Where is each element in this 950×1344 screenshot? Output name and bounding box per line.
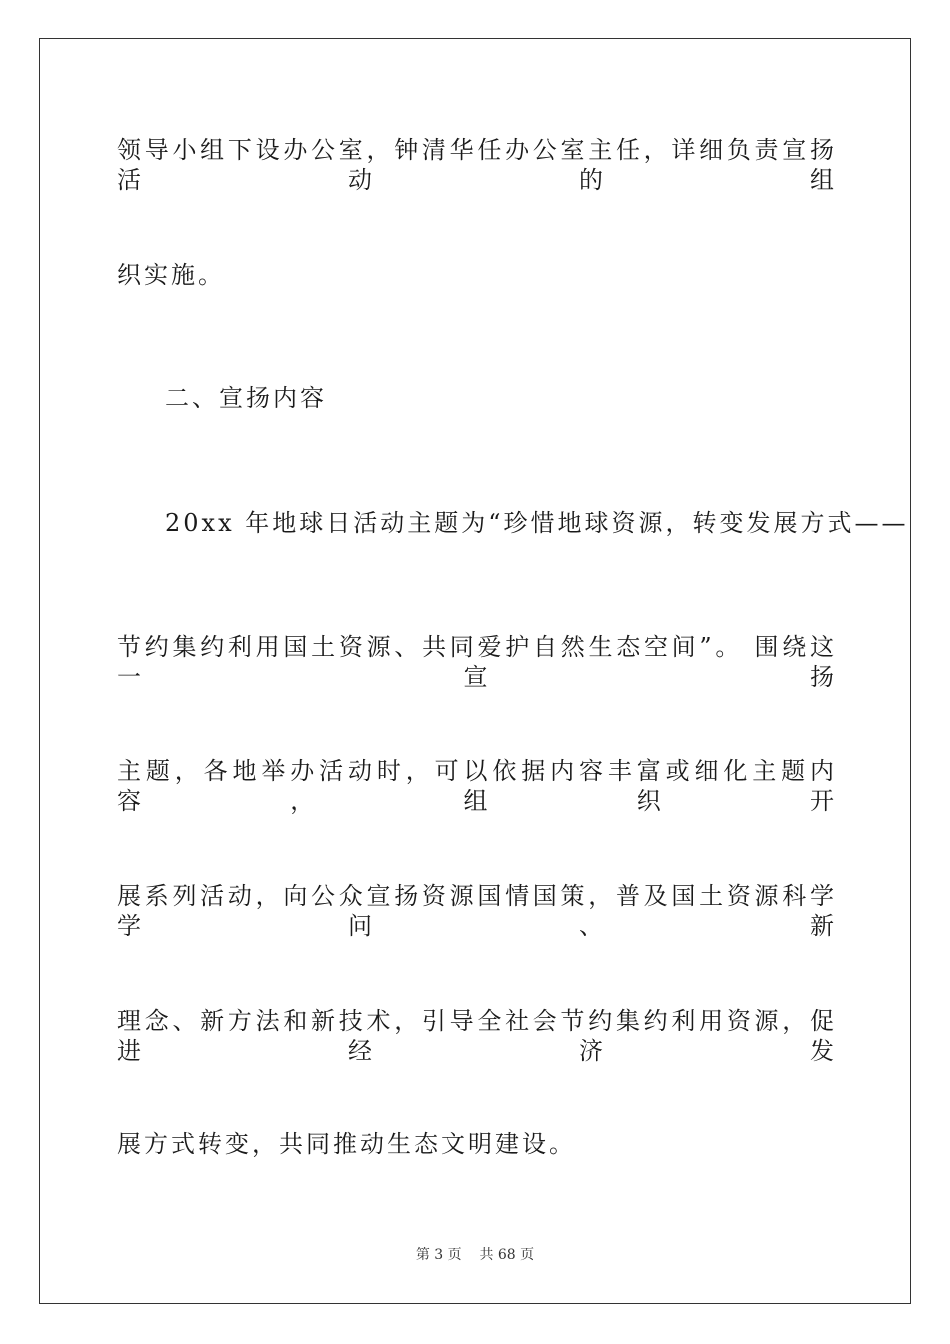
- paragraph-line-4: 节约集约利用国土资源、共同爱护自然生态空间”。 围绕这一宣扬: [117, 633, 837, 691]
- section-heading: 二、宣扬内容: [165, 384, 327, 412]
- page-number: 第 3 页: [415, 1247, 462, 1263]
- paragraph-line-2: 织实施。: [117, 261, 225, 289]
- paragraph-line-3: 20xx 年地球日活动主题为“珍惜地球资源，转变发展方式——: [165, 509, 909, 537]
- page-footer: [0, 1246, 950, 1264]
- paragraph-line-7: 理念、新方法和新技术，引导全社会节约集约利用资源，促进经济发: [117, 1007, 837, 1065]
- page-total: 共 68 页: [479, 1247, 535, 1263]
- paragraph-line-6: 展系列活动，向公众宣扬资源国情国策，普及国土资源科学学问、新: [117, 882, 837, 940]
- paragraph-line-8: 展方式转变，共同推动生态文明建设。: [117, 1130, 576, 1158]
- paragraph-line-1: 领导小组下设办公室，钟清华任办公室主任，详细负责宣扬活动的组: [117, 136, 837, 194]
- paragraph-line-5: 主题，各地举办活动时，可以依据内容丰富或细化主题内容，组织开: [117, 757, 837, 815]
